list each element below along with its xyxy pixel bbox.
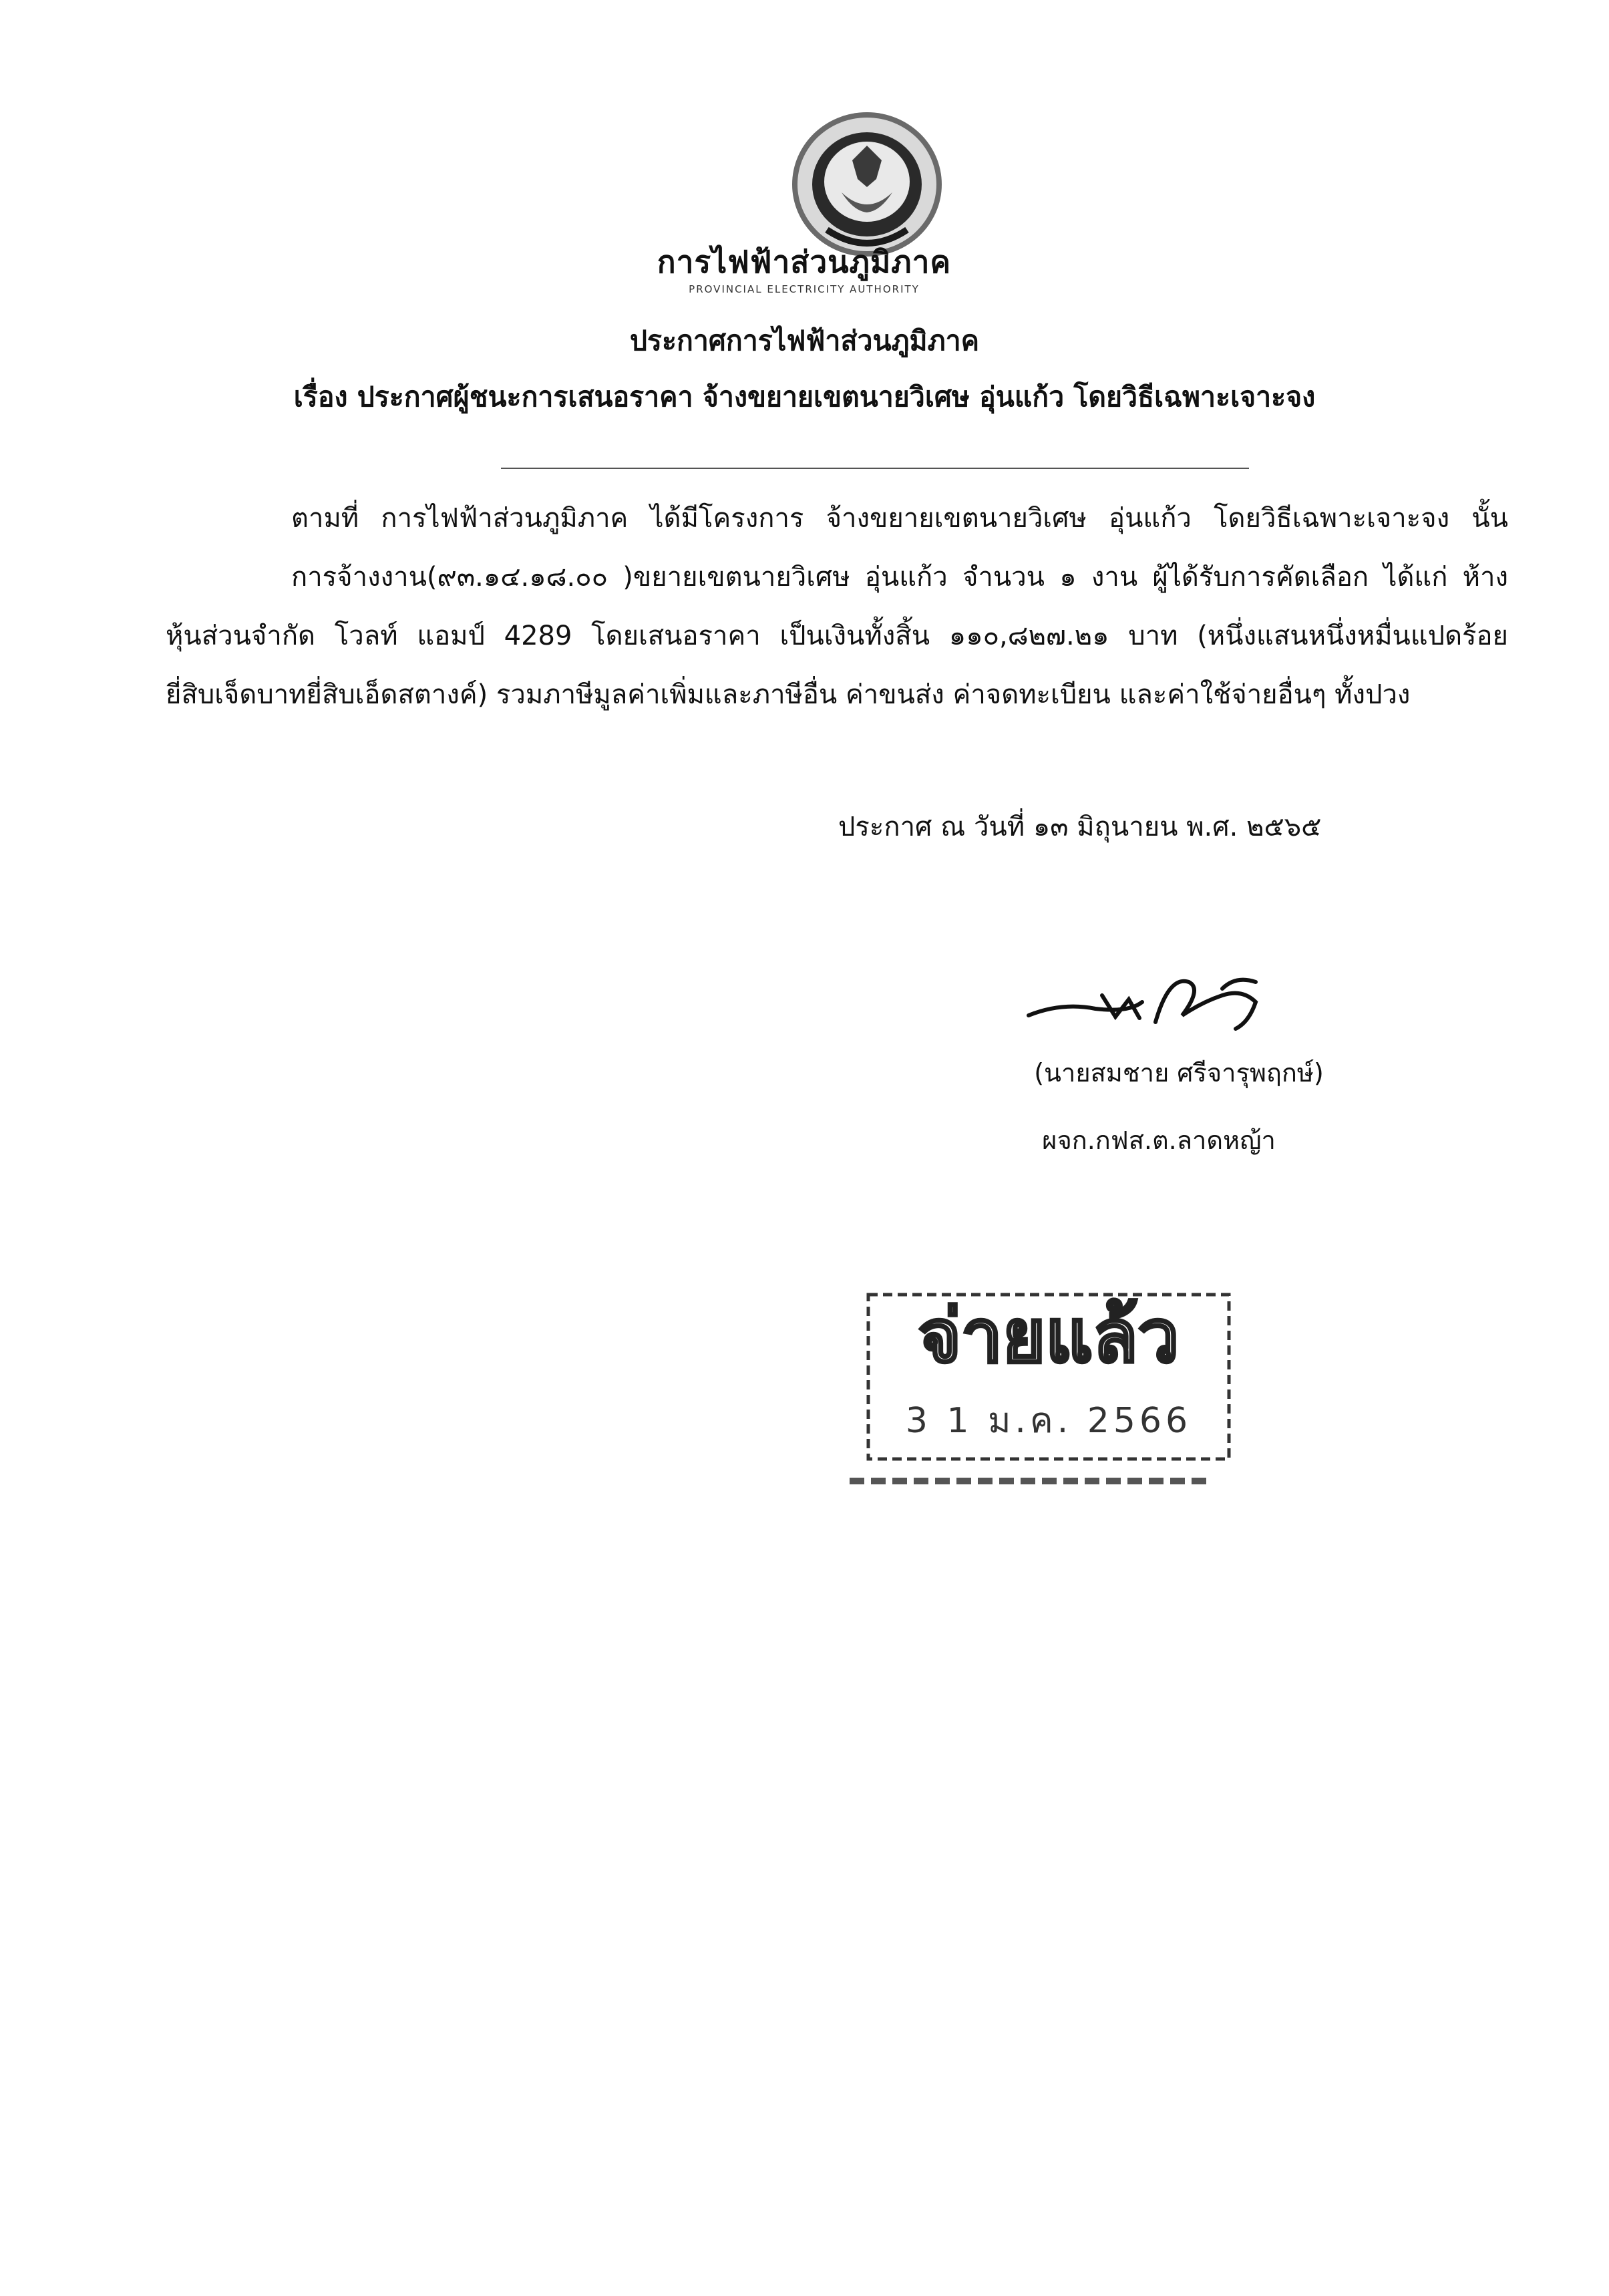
divider: [501, 468, 1249, 469]
signatory-position: ผจก.กฟส.ต.ลาดหญ้า: [1042, 1126, 1276, 1155]
handwritten-signature: [1022, 962, 1276, 1049]
paid-stamp: [848, 1283, 1249, 1503]
announcement-subject: เรื่อง ประกาศผู้ชนะการเสนอราคา จ้างขยายเขตนายวิเศษ อุ่นแก้ว โดยวิธีเฉพาะเจาะจง: [293, 381, 1316, 413]
body-line: หุ้นส่วนจำกัด โวลท์ แอมป์ 4289 โดยเสนอราคา เป็นเงินทั้งสิ้น ๑๑๐,๘๒๗.๒๑ บาท (หนึ่งแสนหนึ่งหมื่นแปดร้อย: [166, 621, 1508, 651]
signatory-name: (นายสมชาย ศรีจารุพฤกษ์): [1034, 1058, 1324, 1088]
body-line: การจ้างงาน(๙๓.๑๔.๑๘.๐๐ )ขยายเขตนายวิเศษ อุ่นแก้ว จำนวน ๑ งาน ผู้ได้รับการคัดเลือก ได้แก่ ห้าง: [291, 562, 1508, 593]
announcement-date: ประกาศ ณ วันที่ ๑๓ มิถุนายน พ.ศ. ๒๕๖๕: [838, 812, 1322, 842]
body-line: ยี่สิบเจ็ดบาทยี่สิบเอ็ดสตางค์) รวมภาษีมูลค่าเพิ่มและภาษีอื่น ค่าขนส่ง ค่าจดทะเบียน และค่าใช้จ่ายอื่นๆ ทั้งปวง: [166, 679, 1411, 710]
stamp-date: 3 1 ม.ค. 2566: [905, 1401, 1192, 1441]
announcement-title: ประกาศการไฟฟ้าส่วนภูมิภาค: [629, 325, 980, 357]
org-name-english: PROVINCIAL ELECTRICITY AUTHORITY: [689, 283, 920, 295]
announcement-body: [166, 498, 1508, 715]
stamp-label: จ่ายแล้ว: [918, 1293, 1180, 1379]
org-name-thai: การไฟฟ้าส่วนภูมิภาค: [657, 244, 952, 280]
body-line: ตามที่ การไฟฟ้าส่วนภูมิภาค ได้มีโครงการ จ้างขยายเขตนายวิเศษ อุ่นแก้ว โดยวิธีเฉพาะเจาะจง นั้น: [291, 503, 1508, 534]
